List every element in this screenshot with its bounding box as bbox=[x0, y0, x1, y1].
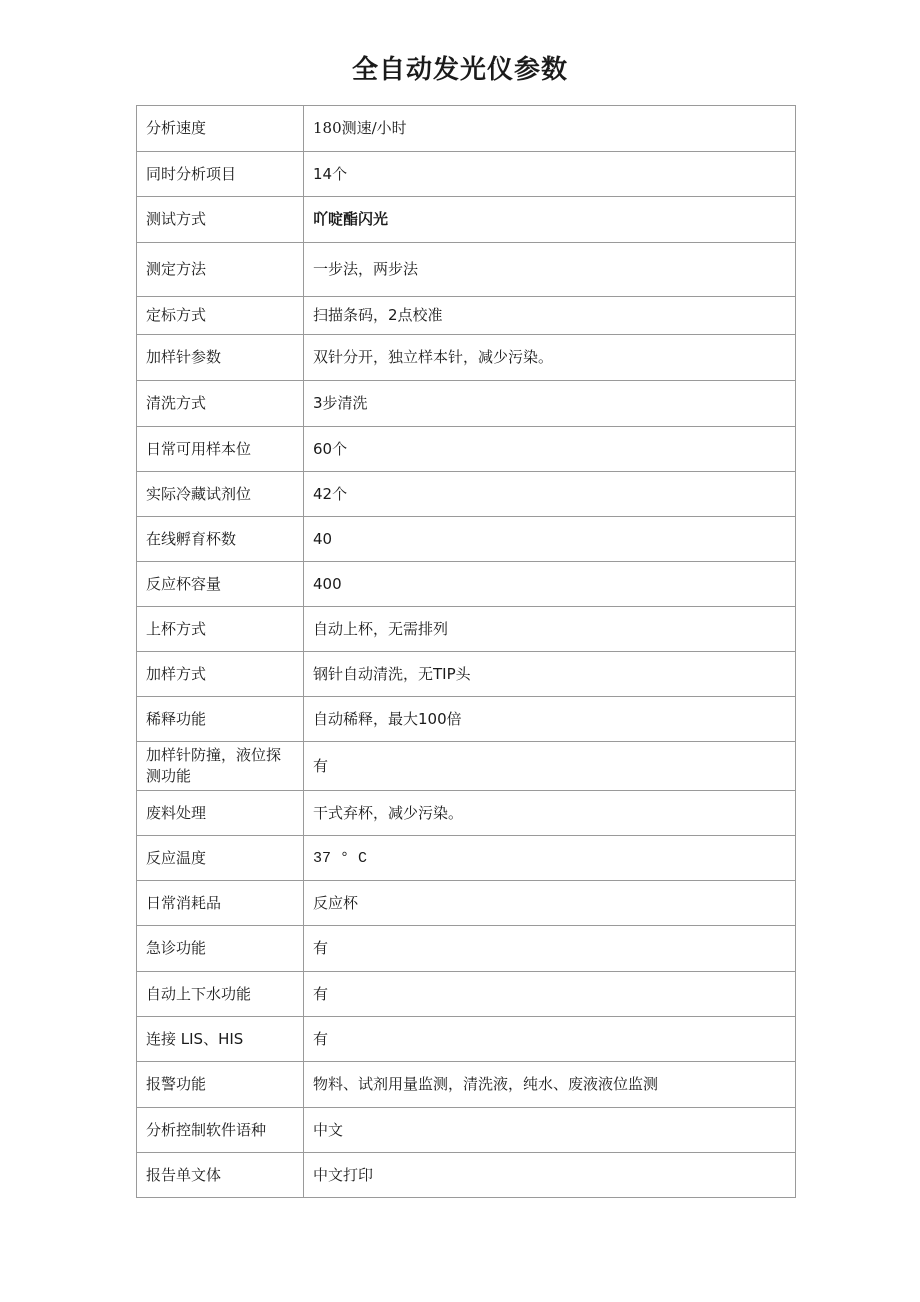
table-row bbox=[137, 836, 796, 881]
table-row bbox=[137, 381, 796, 427]
table-row bbox=[137, 697, 796, 742]
table-row bbox=[137, 427, 796, 472]
table-row bbox=[137, 1108, 796, 1153]
param-label: 稀释功能 bbox=[137, 697, 304, 742]
param-value: 扫描条码，2点校准 bbox=[304, 297, 796, 335]
param-label: 加样针防撞，液位探测功能 bbox=[137, 742, 304, 791]
param-value: 中文 bbox=[304, 1108, 796, 1153]
param-value: 双针分开，独立样本针，减少污染。 bbox=[304, 335, 796, 381]
param-label: 分析速度 bbox=[137, 106, 304, 152]
param-label: 日常可用样本位 bbox=[137, 427, 304, 472]
param-label: 加样针参数 bbox=[137, 335, 304, 381]
param-label: 在线孵育杯数 bbox=[137, 517, 304, 562]
table-row bbox=[137, 881, 796, 926]
param-label: 测试方式 bbox=[137, 197, 304, 243]
param-value: 3步清洗 bbox=[304, 381, 796, 427]
param-value: 60个 bbox=[304, 427, 796, 472]
table-row bbox=[137, 152, 796, 197]
param-label: 测定方法 bbox=[137, 243, 304, 297]
param-value: 有 bbox=[304, 926, 796, 972]
table-row bbox=[137, 517, 796, 562]
table-row bbox=[137, 243, 796, 297]
param-label: 分析控制软件语种 bbox=[137, 1108, 304, 1153]
param-value: 有 bbox=[304, 1017, 796, 1062]
param-value: 42个 bbox=[304, 472, 796, 517]
param-label: 同时分析项目 bbox=[137, 152, 304, 197]
table-row bbox=[137, 926, 796, 972]
table-row bbox=[137, 652, 796, 697]
table-row bbox=[137, 1017, 796, 1062]
param-value: 物料、试剂用量监测，清洗液，纯水、废液液位监测 bbox=[304, 1062, 796, 1108]
table-row bbox=[137, 1153, 796, 1198]
param-label: 反应杯容量 bbox=[137, 562, 304, 607]
param-label: 急诊功能 bbox=[137, 926, 304, 972]
table-row bbox=[137, 562, 796, 607]
param-value: 有 bbox=[304, 742, 796, 791]
param-value: 37 ° C bbox=[304, 836, 796, 881]
table-row bbox=[137, 742, 796, 791]
table-row bbox=[137, 197, 796, 243]
param-value: 中文打印 bbox=[304, 1153, 796, 1198]
parameter-table bbox=[136, 105, 796, 1198]
document-title: 全自动发光仪参数 bbox=[351, 55, 568, 85]
param-value: 自动稀释，最大100倍 bbox=[304, 697, 796, 742]
param-label: 反应温度 bbox=[137, 836, 304, 881]
table-row bbox=[137, 106, 796, 152]
table-row bbox=[137, 1062, 796, 1108]
table-row bbox=[137, 972, 796, 1017]
param-label: 连接 LIS、HIS bbox=[137, 1017, 304, 1062]
param-label: 废料处理 bbox=[137, 791, 304, 836]
param-value: 400 bbox=[304, 562, 796, 607]
param-label: 定标方式 bbox=[137, 297, 304, 335]
param-label: 自动上下水功能 bbox=[137, 972, 304, 1017]
param-value: 干式弃杯，减少污染。 bbox=[304, 791, 796, 836]
param-value: 一步法，两步法 bbox=[304, 243, 796, 297]
param-value: 40 bbox=[304, 517, 796, 562]
param-label: 上杯方式 bbox=[137, 607, 304, 652]
param-label: 清洗方式 bbox=[137, 381, 304, 427]
param-value: 吖啶酯闪光 bbox=[304, 197, 796, 243]
param-value: 钢针自动清洗，无TIP头 bbox=[304, 652, 796, 697]
table-row bbox=[137, 472, 796, 517]
param-value: 有 bbox=[304, 972, 796, 1017]
param-label: 加样方式 bbox=[137, 652, 304, 697]
param-value: 14个 bbox=[304, 152, 796, 197]
table-row bbox=[137, 335, 796, 381]
table-row bbox=[137, 297, 796, 335]
param-label: 报警功能 bbox=[137, 1062, 304, 1108]
table-row bbox=[137, 791, 796, 836]
param-value: 反应杯 bbox=[304, 881, 796, 926]
param-value: 自动上杯，无需排列 bbox=[304, 607, 796, 652]
param-value: 180测速/小时 bbox=[304, 106, 796, 152]
param-label: 实际冷藏试剂位 bbox=[137, 472, 304, 517]
param-label: 日常消耗品 bbox=[137, 881, 304, 926]
table-row bbox=[137, 607, 796, 652]
param-label: 报告单文体 bbox=[137, 1153, 304, 1198]
